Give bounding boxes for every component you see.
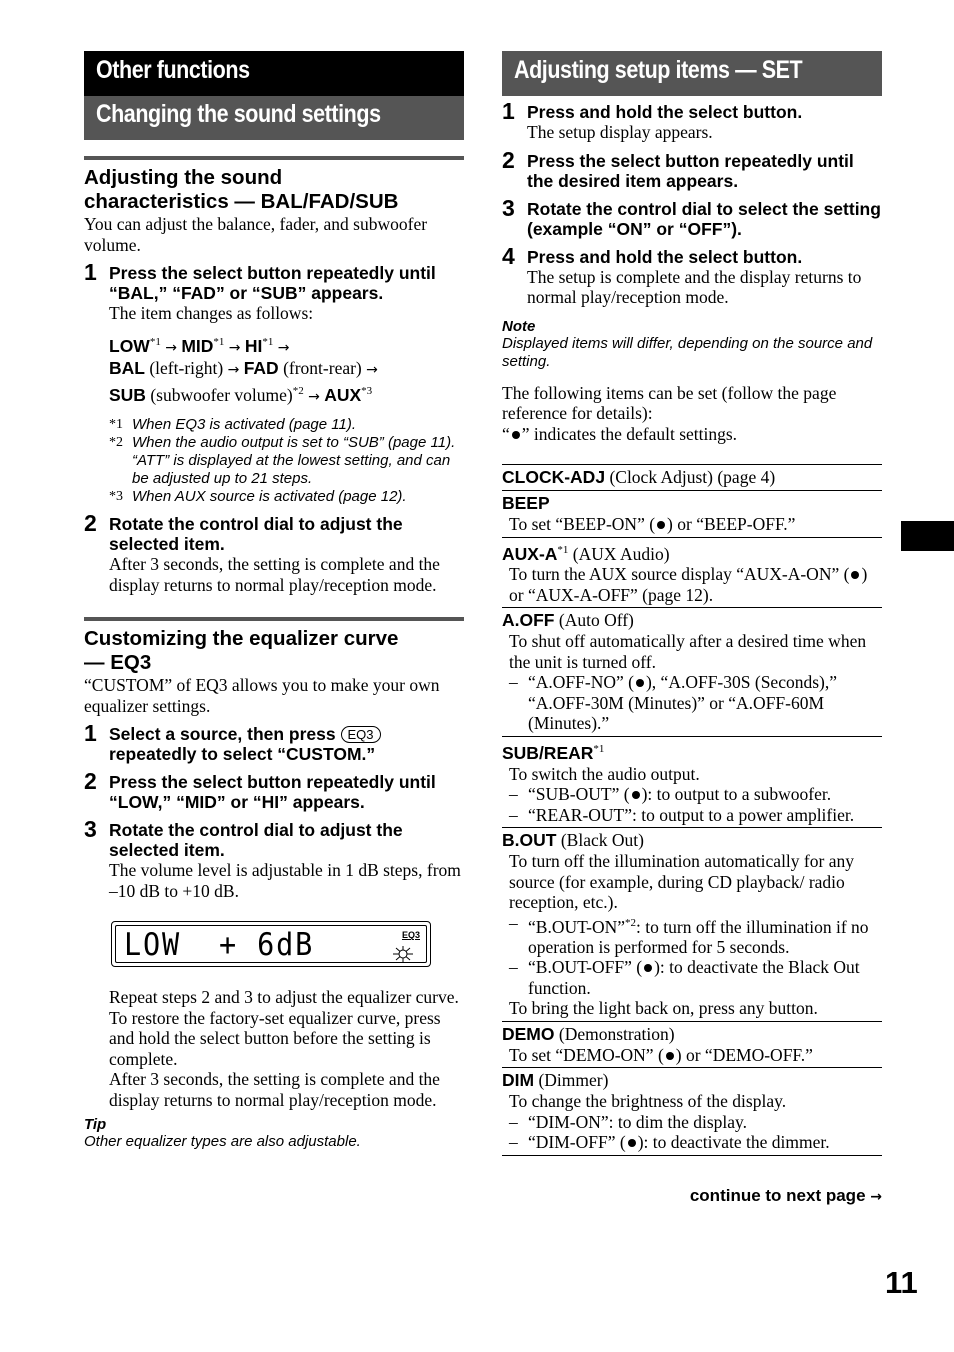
arrow-icon: → — [308, 389, 320, 406]
item-name: AUX-A — [502, 543, 558, 564]
step-number: 2 — [84, 510, 97, 537]
right-column — [502, 51, 882, 1156]
eq3-button-icon: EQ3 — [341, 726, 381, 743]
item-text: : to turn off the illumination if no operation is performed for 5 seconds. — [528, 916, 869, 957]
item-bullet — [509, 913, 882, 958]
seq-low: LOW — [109, 335, 150, 356]
step-body: The item changes as follows: — [109, 303, 314, 323]
step-body: After 3 seconds, the setting is complete and the display returns to normal play/reception mode. — [109, 554, 440, 595]
default-dot-icon — [632, 791, 640, 799]
step-title: Rotate the control dial to adjust the selected item. — [109, 820, 403, 861]
arrow-icon: → — [227, 362, 240, 379]
bal-fad-sub-heading — [84, 166, 464, 214]
footnote-1 — [109, 416, 464, 434]
tip — [84, 1116, 464, 1151]
footnote-2 — [109, 434, 464, 488]
seq-fad: FAD — [243, 358, 279, 379]
footnote-ref: *2 — [292, 385, 304, 398]
item-text: “B.OUT-ON” — [528, 916, 626, 937]
item-bullet — [509, 957, 882, 998]
seq-hi: HI — [244, 335, 263, 356]
step-number: 1 — [502, 98, 515, 124]
footnote-text: When EQ3 is activated (page 11). — [132, 416, 357, 434]
step-body: The setup display appears. — [527, 122, 713, 142]
default-dot-icon — [644, 964, 652, 972]
set-steps — [502, 98, 882, 308]
after-text-3: After 3 seconds, the setting is complete and the display returns to normal play/reception mode. — [109, 1069, 440, 1110]
item-name: BEEP — [502, 493, 550, 513]
step-title-part: Select a source, then press — [109, 724, 336, 745]
item-bullet: – “REAR-OUT”: to output to a power amplifier. — [509, 805, 882, 826]
item-text: ): to output to a subwoofer. — [641, 784, 832, 805]
arrow-icon: → — [277, 339, 290, 356]
footnote-ref: *2 — [625, 916, 637, 929]
step-title: Press and hold the select button. — [527, 246, 803, 267]
item-demo — [502, 1022, 882, 1069]
footnote-text: “ATT” is displayed at the lowest setting, and can be adjusted up to 21 steps. — [132, 452, 451, 488]
settings-list — [502, 464, 882, 1156]
quote: “ — [502, 423, 510, 444]
item-text: “DIM-OFF” ( — [528, 1132, 626, 1153]
item-text: ): to deactivate the Black Out function. — [528, 957, 860, 998]
footnote-ref: *1 — [149, 335, 161, 348]
continue-text: continue to next page — [689, 1186, 866, 1205]
footnote-ref: *1 — [593, 742, 605, 755]
item-aux-a — [502, 538, 882, 609]
step-title: Rotate the control dial to adjust the selected item. — [109, 514, 403, 555]
note — [502, 318, 882, 371]
heading-line-1: Customizing the equalizer curve — [84, 627, 399, 651]
lcd-text: LOW + 6dB — [124, 927, 315, 964]
eq3-heading — [84, 627, 464, 675]
seq-bal-desc: (left-right) — [149, 358, 224, 379]
item-name: CLOCK-ADJ — [502, 467, 606, 487]
set-step-2 — [502, 146, 882, 191]
default-dot-icon — [666, 1052, 674, 1060]
item-text: “B.OUT-OFF” ( — [528, 957, 643, 978]
step-2 — [84, 510, 464, 595]
note-text: Displayed items will differ, depending on the source and setting. — [502, 334, 873, 370]
item-bullet: – “DIM-ON”: to dim the display. — [509, 1112, 882, 1133]
footnote-ref: *3 — [361, 385, 373, 398]
item-b-out — [502, 828, 882, 1022]
continue-to-next-page — [690, 1186, 882, 1206]
step-body: The volume level is adjustable in 1 dB steps, from –10 dB to +10 dB. — [109, 860, 461, 901]
step-title-part: repeatedly to select “CUSTOM.” — [109, 744, 376, 765]
item-desc: (Auto Off) — [558, 610, 634, 631]
heading-line-2: characteristics — BAL/FAD/SUB — [84, 190, 399, 213]
intro-text: You can adjust the balance, fader, and subwoofer volume. — [84, 214, 428, 255]
step-number: 3 — [84, 816, 97, 843]
step-title: Press the select button repeatedly until “BAL,” “FAD” or “SUB” appears. — [109, 263, 436, 303]
step-3 — [84, 816, 464, 1110]
following-text: The following items can be set (follow the page reference for details): — [502, 382, 837, 423]
item-bullet — [509, 1132, 882, 1153]
step-title: Press the select button repeatedly until “LOW,” “MID” or “HI” appears. — [109, 772, 436, 813]
set-step-1 — [502, 98, 882, 143]
item-desc: (Dimmer) — [538, 1070, 609, 1091]
item-beep — [502, 491, 882, 538]
tip-text: Other equalizer types are also adjustable. — [84, 1133, 361, 1151]
item-dim — [502, 1068, 882, 1156]
item-name: B.OUT — [502, 830, 557, 851]
heading-line-2: — EQ3 — [84, 651, 152, 675]
item-text: ) or “DEMO-OFF.” — [675, 1044, 813, 1065]
item-desc: (Clock Adjust) (page 4) — [609, 467, 776, 487]
default-dot-icon — [512, 431, 520, 439]
item-desc: (AUX Audio) — [572, 543, 670, 564]
subsection-title: Changing the sound settings — [84, 96, 464, 140]
step-title: Press and hold the select button. — [527, 102, 803, 122]
step-number: 1 — [84, 720, 97, 747]
seq-sub-desc: (subwoofer volume) — [150, 385, 293, 406]
item-text: To turn the AUX source display “AUX-A-ON” ( — [509, 564, 850, 585]
step-number: 2 — [502, 146, 515, 173]
footnote-3 — [109, 488, 464, 506]
item-text: To change the brightness of the display. — [509, 1091, 787, 1112]
item-text: ) or “BEEP-OFF.” — [667, 514, 796, 534]
item-name: A.OFF — [502, 610, 555, 631]
step-title: Rotate the control dial to select the setting (example “ON” or “OFF”). — [527, 198, 881, 239]
footnote-key: *2 — [109, 435, 123, 451]
item-text: To shut off automatically after a desired time when the unit is turned off. — [509, 631, 867, 672]
intro-text: “CUSTOM” of EQ3 allows you to make your own equalizer settings. — [84, 675, 440, 716]
item-name: DIM — [502, 1070, 535, 1091]
set-step-3 — [502, 194, 882, 239]
item-desc: (Demonstration) — [558, 1023, 675, 1044]
step-number: 4 — [502, 242, 515, 269]
default-text: ” indicates the default settings. — [521, 423, 738, 444]
after-text-1: Repeat steps 2 and 3 to adjust the equalizer curve. — [109, 987, 459, 1008]
seq-sub: SUB — [109, 385, 146, 406]
item-text: To set “BEEP-ON” ( — [509, 514, 656, 534]
item-text: ) or “AUX-A-OFF” (page 12). — [509, 564, 868, 605]
footnote-key: *1 — [109, 417, 123, 433]
step-title — [109, 724, 464, 764]
step-number: 2 — [84, 768, 97, 795]
default-dot-icon — [851, 571, 859, 579]
step-title: Press the select button repeatedly until the desired item appears. — [527, 150, 854, 191]
heading-line-1: Adjusting the sound — [84, 166, 283, 189]
item-desc: (Black Out) — [560, 830, 644, 851]
arrow-icon: → — [366, 362, 378, 379]
step-body: The setup is complete and the display returns to normal play/reception mode. — [527, 266, 862, 307]
sparkle-icon — [390, 944, 416, 964]
note-heading: Note — [502, 317, 536, 335]
item-name: SUB/REAR — [502, 742, 594, 763]
footnote-ref: *1 — [213, 335, 225, 348]
after-text-2: To restore the factory-set equalizer curve, press and hold the select button before the setting is complete. — [109, 1007, 441, 1069]
default-dot-icon — [636, 679, 644, 687]
footnote-key: *3 — [109, 489, 123, 505]
arrow-icon: → — [228, 339, 241, 356]
item-text: To switch the audio output. — [509, 763, 700, 784]
item-text: To turn off the illumination automatically for any source (for example, during CD playback/ radio reception, etc.). — [509, 851, 854, 913]
set-step-4 — [502, 242, 882, 308]
item-text: “A.OFF-NO” ( — [528, 672, 634, 693]
footnotes — [109, 416, 464, 506]
seq-fad-desc: (front-rear) — [283, 358, 362, 379]
item-sub-rear — [502, 737, 882, 828]
step-number: 3 — [502, 194, 515, 221]
seq-bal: BAL — [109, 358, 145, 379]
lcd-display-illustration — [111, 921, 431, 967]
eq3-section — [84, 617, 464, 1151]
footnote-text: When the audio output is set to “SUB” (page 11). — [132, 434, 456, 452]
item-text: “SUB-OUT” ( — [528, 784, 630, 805]
item-text: ), “A.OFF-30S (Seconds),” “A.OFF-30M (Minutes)” or “A.OFF-60M (Minutes).” — [528, 672, 837, 734]
chapter-tab-marker — [901, 521, 954, 551]
step-2 — [84, 768, 464, 813]
item-a-off — [502, 608, 882, 737]
seq-aux: AUX — [324, 385, 362, 406]
eq3-badge: EQ3 — [401, 930, 420, 941]
page-number: 11 — [885, 1265, 918, 1300]
left-column — [84, 51, 464, 1151]
item-sequence — [109, 332, 464, 409]
item-text: To set “DEMO-ON” ( — [509, 1044, 664, 1065]
footnote-ref: *1 — [557, 543, 569, 556]
default-dot-icon — [657, 521, 665, 529]
step-1 — [84, 720, 464, 765]
footnote-ref: *1 — [262, 335, 274, 348]
item-text: To bring the light back on, press any button. — [509, 998, 818, 1019]
item-bullet — [509, 672, 882, 734]
section-title: Other functions — [84, 51, 464, 96]
set-section-title: Adjusting setup items — SET — [502, 51, 882, 96]
default-dot-icon — [628, 1139, 636, 1147]
footnote-text: When AUX source is activated (page 12). — [132, 488, 407, 506]
tip-heading: Tip — [84, 1116, 107, 1134]
item-bullet — [509, 784, 882, 805]
item-clock-adj — [502, 465, 882, 491]
step-1 — [84, 259, 464, 408]
bal-fad-sub-section — [84, 156, 464, 595]
item-text: ): to deactivate the dimmer. — [637, 1132, 830, 1153]
step-number: 1 — [84, 259, 97, 285]
arrow-icon: → — [165, 339, 177, 356]
default-indicator-text — [502, 424, 882, 445]
item-name: DEMO — [502, 1023, 555, 1044]
seq-mid: MID — [181, 335, 214, 356]
arrow-right-icon: → — [870, 1189, 882, 1205]
